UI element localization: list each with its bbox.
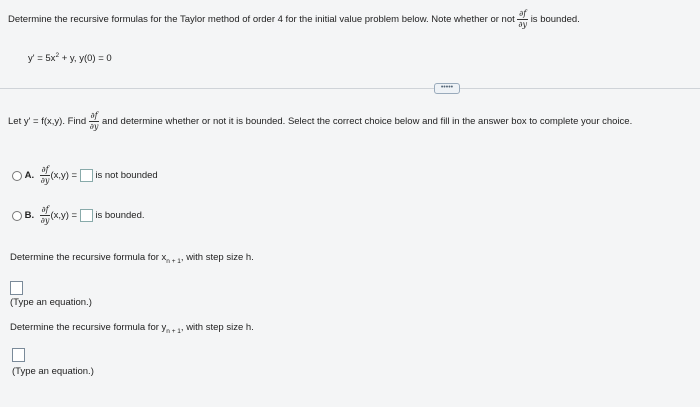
choice-b-text: is bounded. [95, 210, 145, 222]
choice-a-answer-box[interactable] [80, 169, 93, 182]
part3-answer[interactable] [12, 348, 25, 362]
part3-prompt-tail: , with step size h. [180, 322, 254, 333]
part1-partial-fraction [89, 112, 100, 131]
part1-prompt-text: Let y' = f(x,y). Find [8, 116, 87, 128]
part1-prompt-tail: and determine whether or not it is bounded. Select the correct choice below and fill in the answer box to complete your choice. [102, 116, 633, 128]
part2-hint: (Type an equation.) [10, 297, 92, 308]
equation-exponent: 2 [55, 52, 60, 59]
fraction-denominator: ∂y [518, 20, 528, 29]
part3-answer-box[interactable] [12, 348, 25, 362]
part1-prompt [8, 112, 632, 131]
part2-answer-box[interactable] [10, 281, 23, 295]
choice-a-args: (x,y) = [50, 170, 78, 182]
part2-prompt-tail: , with step size h. [180, 252, 254, 263]
choice-b[interactable] [12, 206, 145, 225]
ivp-equation [28, 52, 112, 64]
choice-a-text: is not bounded [95, 170, 158, 182]
fraction-denominator: ∂y [89, 122, 99, 131]
question-intro-text: Determine the recursive formulas for the Taylor method of order 4 for the initial value problem below. Note whether or not [8, 14, 515, 26]
fraction-denominator: ∂y [40, 216, 50, 225]
part2-prompt [10, 252, 254, 265]
choice-b-fraction [40, 206, 51, 225]
choice-a-fraction [40, 166, 51, 185]
choice-b-radio[interactable] [12, 211, 22, 221]
choice-b-letter: B. [24, 210, 35, 222]
choice-b-args: (x,y) = [50, 210, 78, 222]
part3-prompt-text: Determine the recursive formula for y [10, 322, 167, 333]
question-intro [8, 10, 580, 29]
part2-prompt-text: Determine the recursive formula for x [10, 252, 167, 263]
choice-a[interactable] [12, 166, 158, 185]
fraction-numerator: ∂f [41, 165, 49, 174]
partial-fraction [517, 10, 528, 29]
choice-a-letter: A. [24, 170, 35, 182]
fraction-numerator: ∂f [90, 111, 98, 120]
part3-subscript: n + 1 [166, 327, 181, 335]
equation-rhs: + y, y(0) = 0 [59, 53, 112, 65]
expand-more-button[interactable]: ••••• [434, 83, 460, 94]
part3-hint: (Type an equation.) [12, 366, 94, 377]
choice-a-radio[interactable] [12, 171, 22, 181]
section-divider [0, 88, 700, 89]
fraction-numerator: ∂f [41, 205, 49, 214]
fraction-numerator: ∂f [519, 9, 527, 18]
part3-prompt [10, 322, 254, 335]
question-intro-tail: is bounded. [530, 14, 580, 26]
fraction-denominator: ∂y [40, 176, 50, 185]
choice-b-answer-box[interactable] [80, 209, 93, 222]
part2-subscript: n + 1 [166, 257, 181, 265]
equation-lhs: y' = 5x [28, 53, 56, 65]
part2-answer[interactable] [10, 281, 23, 295]
